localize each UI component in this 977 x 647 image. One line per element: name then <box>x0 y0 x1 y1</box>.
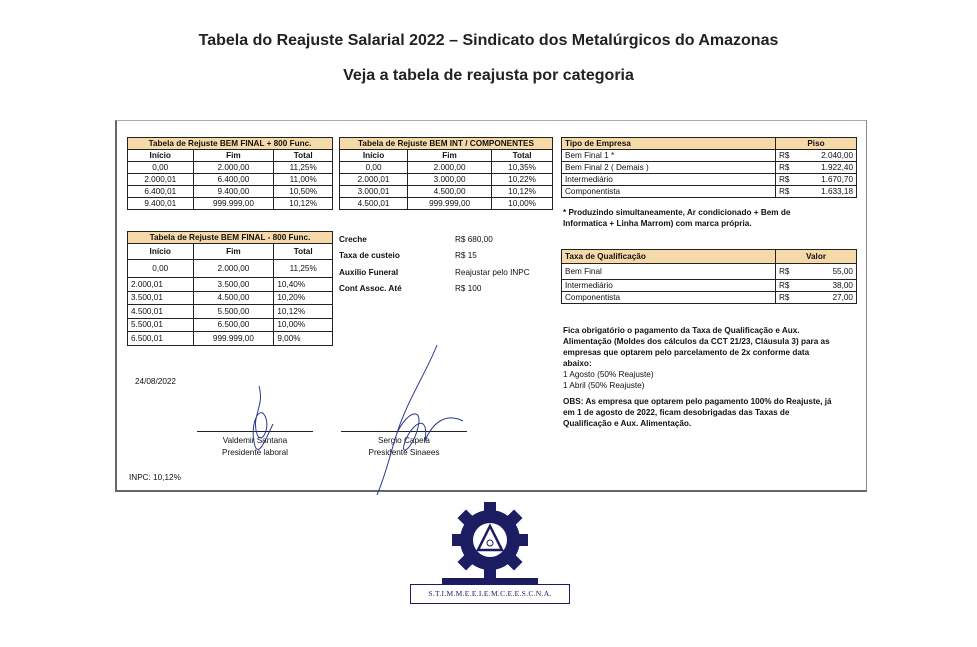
cell: Intermediário <box>562 174 776 186</box>
cell: 2.000,00 <box>193 162 274 174</box>
cell: 1.922,40 <box>800 162 856 174</box>
salary-table-sheet <box>115 120 867 492</box>
signatory-name: Valdemir Santana <box>222 436 288 445</box>
cell: 3.000,01 <box>340 186 408 198</box>
piso-footnote <box>563 207 790 229</box>
column-header: Início <box>128 244 194 260</box>
table-row <box>128 318 333 332</box>
table-row <box>128 278 333 292</box>
cell: 11,25% <box>274 260 333 278</box>
table-row <box>128 162 333 174</box>
cell: 10,40% <box>274 278 333 292</box>
cell: 2.000,01 <box>128 278 194 292</box>
cell: 2.000,01 <box>128 174 194 186</box>
cell: 10,50% <box>274 186 333 198</box>
cell: R$ <box>776 162 801 174</box>
column-header: Fim <box>193 150 274 162</box>
column-header: Início <box>128 150 194 162</box>
cell: 3.000,00 <box>408 174 492 186</box>
column-header: Fim <box>193 244 274 260</box>
cell: 999.999,00 <box>408 198 492 210</box>
cell: Componentista <box>562 186 776 198</box>
cell: 4.500,00 <box>408 186 492 198</box>
benefit-value: R$ 680,00 <box>455 235 493 244</box>
cell: 999.999,00 <box>193 198 274 210</box>
benefit-label: Taxa de custeio <box>339 251 400 260</box>
column-header: Tipo de Empresa <box>562 138 776 150</box>
cell: 9.400,00 <box>193 186 274 198</box>
table-caption: Tabela de Rejuste BEM FINAL + 800 Func. <box>128 138 333 150</box>
handwritten-signature-sinaees <box>367 341 487 501</box>
benefit-value: R$ 15 <box>455 251 477 260</box>
logo-acronym: S.T.I.M.M.E.E.I.E.M.C.E.E.S.C.N.A. <box>410 584 570 604</box>
cell: 38,00 <box>807 280 857 292</box>
cell: 27,00 <box>807 292 857 304</box>
cell: 10,20% <box>274 291 333 305</box>
union-logo <box>410 500 570 606</box>
signatory-role: Presidente Sinaees <box>368 448 440 457</box>
obs-line: em 1 de agosto de 2022, ficam desobrigadas das Taxas de <box>563 408 790 417</box>
table-piso <box>561 137 857 198</box>
cell: Bem Final <box>562 264 776 280</box>
cell: Componentista <box>562 292 776 304</box>
column-header: Total <box>274 150 333 162</box>
cell: 9.400,01 <box>128 198 194 210</box>
footnote-line: * Produzindo simultaneamente, Ar condicionado + Bem de <box>563 208 791 217</box>
cell: R$ <box>776 280 807 292</box>
benefit-label: Auxilio Funeral <box>339 268 399 277</box>
cell: 4.500,01 <box>340 198 408 210</box>
signatory-role: Presidente laboral <box>222 448 288 457</box>
cell: 5.500,00 <box>193 305 274 319</box>
column-header: Fim <box>408 150 492 162</box>
cell: 999.999,00 <box>193 332 274 346</box>
table-taxa-qualificacao <box>561 249 857 304</box>
cell: R$ <box>776 174 801 186</box>
cell: 9,00% <box>274 332 333 346</box>
cell: 0,00 <box>128 162 194 174</box>
cell: 0,00 <box>128 260 194 278</box>
table-bem-final-minus-800 <box>127 231 333 346</box>
table-row <box>562 162 857 174</box>
note-line: 1 Abril (50% Reajuste) <box>563 381 645 390</box>
gear-icon <box>442 500 538 586</box>
footnote-line: Informatica + Linha Marrom) com marca própria. <box>563 219 752 228</box>
cell: 0,00 <box>340 162 408 174</box>
cell: R$ <box>776 150 801 162</box>
cell: 10,12% <box>274 198 333 210</box>
benefit-value: Reajustar pelo INPC <box>455 268 530 277</box>
inpc-note: INPC: 10,12% <box>129 473 181 482</box>
table-row <box>128 260 333 278</box>
column-header: Valor <box>776 250 857 264</box>
obs-line: Qualificação e Aux. Alimentação. <box>563 419 692 428</box>
table-row <box>562 280 857 292</box>
cell: 10,00% <box>492 198 553 210</box>
table-row <box>128 174 333 186</box>
cell: 5.500,01 <box>128 318 194 332</box>
note-line: 1 Agosto (50% Reajuste) <box>563 370 654 379</box>
note-line: Fica obrigatório o pagamento da Taxa de Qualificação e Aux. <box>563 326 800 335</box>
column-header: Total <box>492 150 553 162</box>
cell: 1.633,18 <box>800 186 856 198</box>
cell: 2.000,00 <box>408 162 492 174</box>
table-row <box>562 186 857 198</box>
table-row <box>562 150 857 162</box>
benefit-label: Cont Assoc. Até <box>339 284 402 293</box>
cell: 10,35% <box>492 162 553 174</box>
cell: 10,12% <box>492 186 553 198</box>
cell: 3.500,00 <box>193 278 274 292</box>
cell: R$ <box>776 186 801 198</box>
note-line: Alimentação (Moldes dos cálculos da CCT 21/23, Cláusula 3) para as <box>563 337 830 346</box>
cell: 3.500,01 <box>128 291 194 305</box>
cell: 10,22% <box>492 174 553 186</box>
cell: 6.500,01 <box>128 332 194 346</box>
cell: 10,12% <box>274 305 333 319</box>
column-header: Piso <box>776 138 857 150</box>
cell: 4.500,01 <box>128 305 194 319</box>
table-row <box>128 305 333 319</box>
cell: 1.670,70 <box>800 174 856 186</box>
table-caption: Tabela de Rejuste BEM FINAL - 800 Func. <box>128 232 333 244</box>
table-row <box>340 198 553 210</box>
obs-line: OBS: As empresa que optarem pelo pagamento 100% do Reajuste, já <box>563 397 832 406</box>
note-line: abaixo: <box>563 359 592 368</box>
cell: 55,00 <box>807 264 857 280</box>
note-line: empresas que optarem pelo parcelamento de 2x conforme data <box>563 348 810 357</box>
cell: 11,00% <box>274 174 333 186</box>
signatory-name: Sergio Capela <box>378 436 430 445</box>
cell: Bem Final 1 * <box>562 150 776 162</box>
table-row <box>340 162 553 174</box>
payment-notes <box>563 325 832 429</box>
benefit-label: Creche <box>339 235 367 244</box>
table-row <box>562 264 857 280</box>
table-row <box>562 292 857 304</box>
handwritten-signature-laboral <box>237 376 297 466</box>
table-row <box>128 291 333 305</box>
table-row <box>340 174 553 186</box>
table-row <box>562 174 857 186</box>
column-header: Início <box>340 150 408 162</box>
table-row <box>340 186 553 198</box>
table-caption: Tabela de Rejuste BEM INT / COMPONENTES <box>340 138 553 150</box>
column-header: Total <box>274 244 333 260</box>
cell: Intermediário <box>562 280 776 292</box>
cell: 2.040,00 <box>800 150 856 162</box>
cell: 11,25% <box>274 162 333 174</box>
table-row <box>128 332 333 346</box>
cell: R$ <box>776 292 807 304</box>
cell: 4.500,00 <box>193 291 274 305</box>
table-row <box>128 198 333 210</box>
cell: 6.400,01 <box>128 186 194 198</box>
benefit-value: R$ 100 <box>455 284 482 293</box>
table-bem-int-componentes <box>339 137 553 210</box>
cell: Bem Final 2 ( Demais ) <box>562 162 776 174</box>
cell: 2.000,00 <box>193 260 274 278</box>
table-row <box>128 186 333 198</box>
cell: 6.400,00 <box>193 174 274 186</box>
cell: 6.500,00 <box>193 318 274 332</box>
cell: R$ <box>776 264 807 280</box>
cell: 2.000,01 <box>340 174 408 186</box>
cell: 10,00% <box>274 318 333 332</box>
page-subtitle: Veja a tabela de reajusta por categoria <box>343 67 634 84</box>
page-title: Tabela do Reajuste Salarial 2022 – Sindicato dos Metalúrgicos do Amazonas <box>198 32 779 49</box>
table-bem-final-plus-800 <box>127 137 333 210</box>
document-date: 24/08/2022 <box>135 377 176 386</box>
column-header: Taxa de Qualificação <box>562 250 776 264</box>
